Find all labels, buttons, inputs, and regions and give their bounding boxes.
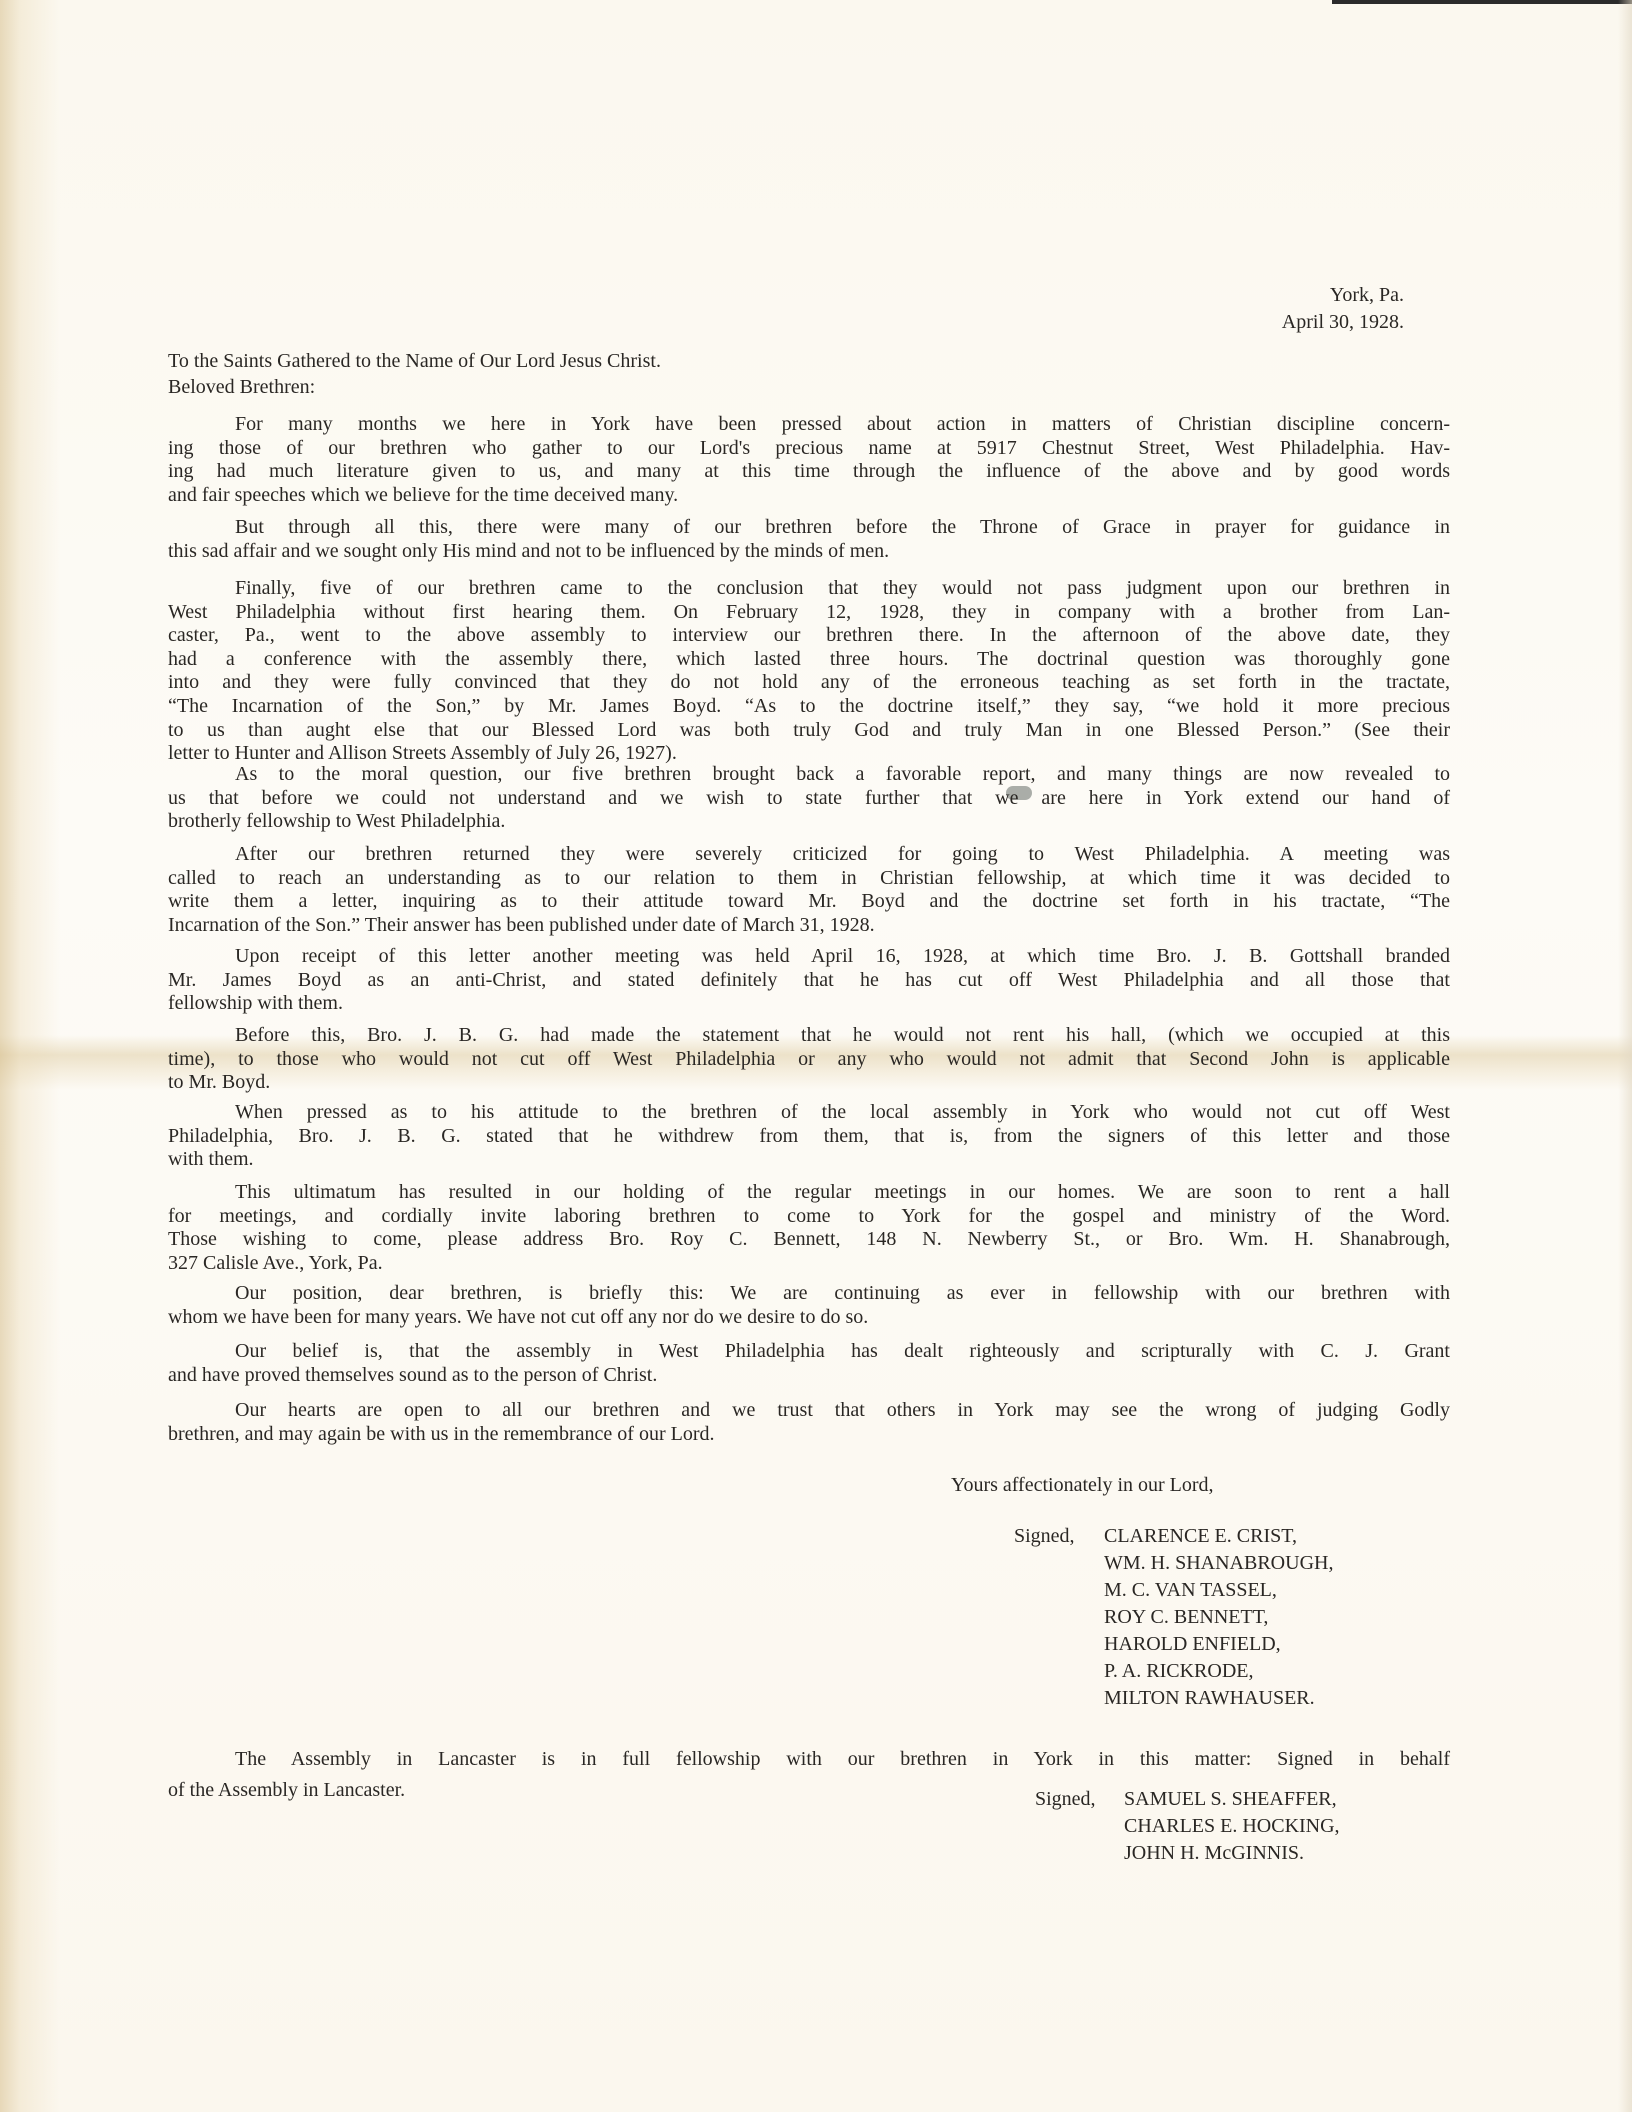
text-line: Philadelphia, Bro. J. B. G. stated that he withdrew from them, that is, from the signers of this letter and those xyxy=(168,1124,1450,1147)
text-line: Our belief is, that the assembly in West Philadelphia has dealt righteously and scripturally with C. J. Grant xyxy=(235,1340,1450,1362)
text-line: with them. xyxy=(168,1148,254,1171)
text-line: this sad affair and we sought only His mind and not to be influenced by the minds of men. xyxy=(168,539,890,562)
body-paragraph xyxy=(168,1340,1450,1387)
salutation-address: To the Saints Gathered to the Name of Our Lord Jesus Christ. xyxy=(168,350,661,372)
text-line: The Assembly in Lancaster is in full fellowship with our brethren in York in this matter: Signed in behalf xyxy=(235,1748,1450,1770)
york-signature-block xyxy=(1014,1523,1333,1712)
text-line: write them a letter, inquiring as to their attitude toward Mr. Boyd and the doctrine set forth in his tractate, “The xyxy=(168,890,1450,913)
text-line: Upon receipt of this letter another meeting was held April 16, 1928, at which time Bro. J. B. Gottshall branded xyxy=(235,945,1450,967)
text-line: When pressed as to his attitude to the brethren of the local assembly in York who would not cut off West xyxy=(235,1101,1450,1123)
salutation-greeting: Beloved Brethren: xyxy=(168,376,316,398)
text-line: ing had much literature given to us, and many at this time through the influence of the above and by good words xyxy=(168,460,1450,483)
text-line: “The Incarnation of the Son,” by Mr. James Boyd. “As to the doctrine itself,” they say, “we hold it more precious xyxy=(168,694,1450,717)
signatory-name: P. A. RICKRODE, xyxy=(1104,1660,1254,1682)
text-line: for meetings, and cordially invite laboring brethren to come to York for the gospel and ministry of the Word. xyxy=(168,1204,1450,1227)
text-line: Incarnation of the Son.” Their answer has been published under date of March 31, 1928. xyxy=(168,913,875,936)
body-paragraph xyxy=(168,1024,1450,1095)
text-line: Those wishing to come, please address Bro. Roy C. Bennett, 148 N. Newberry St., or Bro. Wm. H. Shanabrough, xyxy=(168,1228,1450,1251)
signatory-name: MILTON RAWHAUSER. xyxy=(1104,1687,1315,1709)
text-line: brotherly fellowship to West Philadelphia. xyxy=(168,810,506,833)
text-line: Mr. James Boyd as an anti-Christ, and stated definitely that he has cut off West Philadelphia and all those that xyxy=(168,968,1450,991)
signatory-name: CLARENCE E. CRIST, xyxy=(1104,1525,1297,1547)
text-line: to Mr. Boyd. xyxy=(168,1071,271,1094)
text-line: letter to Hunter and Allison Streets Assembly of July 26, 1927). xyxy=(168,742,677,765)
text-line: us that before we could not understand and we wish to state further that we are here in York extend our hand of xyxy=(168,786,1450,809)
signatory-name: JOHN H. McGINNIS. xyxy=(1124,1842,1304,1864)
paper-edge xyxy=(1618,0,1632,2112)
text-line: brethren, and may again be with us in the remembrance of our Lord. xyxy=(168,1422,715,1445)
text-line: of the Assembly in Lancaster. xyxy=(168,1779,406,1801)
text-line: fellowship with them. xyxy=(168,992,343,1015)
text-line: But through all this, there were many of our brethren before the Throne of Grace in prayer for guidance in xyxy=(235,516,1450,538)
signatory-name: HAROLD ENFIELD, xyxy=(1104,1633,1281,1655)
text-line: After our brethren returned they were severely criticized for going to West Philadelphia. A meeting was xyxy=(235,843,1450,865)
text-line: had a conference with the assembly there, which lasted three hours. The doctrinal question was thoroughly gone xyxy=(168,647,1450,670)
signatory-name: ROY C. BENNETT, xyxy=(1104,1606,1269,1628)
text-line: and fair speeches which we believe for the time deceived many. xyxy=(168,483,679,506)
text-line: into and they were fully convinced that they do not hold any of the erroneous teaching as set forth in the tractate, xyxy=(168,671,1450,694)
signed-label: Signed, xyxy=(1035,1788,1096,1810)
text-line: called to reach an understanding as to our relation to them in Christian fellowship, at which time it was decided to xyxy=(168,866,1450,889)
body-paragraph xyxy=(168,1181,1450,1275)
signatory-name: SAMUEL S. SHEAFFER, xyxy=(1124,1788,1337,1810)
text-line: ing those of our brethren who gather to our Lord's precious name at 5917 Chestnut Street, West Philadelphia. Hav- xyxy=(168,436,1450,459)
signed-label: Signed, xyxy=(1014,1525,1075,1547)
scan-edge-shadow xyxy=(1332,0,1632,4)
letter-place: York, Pa. xyxy=(1329,284,1404,306)
text-line: Our hearts are open to all our brethren and we trust that others in York may see the wrong of judging Godly xyxy=(235,1399,1450,1421)
closing: Yours affectionately in our Lord, xyxy=(951,1474,1214,1496)
text-line: and have proved themselves sound as to the person of Christ. xyxy=(168,1363,658,1386)
lancaster-signature-block xyxy=(1035,1786,1340,1867)
text-line: Our position, dear brethren, is briefly this: We are continuing as ever in fellowship with our brethren with xyxy=(235,1282,1450,1304)
text-line: to us than aught else that our Blessed Lord was both truly God and truly Man in one Blessed Person.” (See their xyxy=(168,718,1450,741)
body-paragraph xyxy=(168,413,1450,507)
body-paragraph xyxy=(168,843,1450,937)
body-paragraph xyxy=(168,577,1450,766)
body-paragraph xyxy=(168,763,1450,834)
text-line: caster, Pa., went to the above assembly to interview our brethren there. In the afternoon of the above date, they xyxy=(168,624,1450,647)
body-paragraph xyxy=(168,1399,1450,1446)
text-line: time), to those who would not cut off West Philadelphia or any who would not admit that Second John is applicable xyxy=(168,1047,1450,1070)
signatory-name: WM. H. SHANABROUGH, xyxy=(1104,1552,1334,1574)
text-line: This ultimatum has resulted in our holding of the regular meetings in our homes. We are soon to rent a hall xyxy=(235,1181,1450,1203)
body-paragraph xyxy=(168,516,1450,563)
body-paragraph xyxy=(168,1101,1450,1172)
text-line: Before this, Bro. J. B. G. had made the statement that he would not rent his hall, (which we occupied at this xyxy=(235,1024,1450,1046)
text-line: 327 Calisle Ave., York, Pa. xyxy=(168,1251,383,1274)
text-line: whom we have been for many years. We have not cut off any nor do we desire to do so. xyxy=(168,1305,869,1328)
text-line: As to the moral question, our five brethren brought back a favorable report, and many things are now revealed to xyxy=(235,763,1450,785)
signatory-name: CHARLES E. HOCKING, xyxy=(1124,1815,1340,1837)
text-line: West Philadelphia without first hearing them. On February 12, 1928, they in company with a brother from Lan- xyxy=(168,600,1450,623)
body-paragraph xyxy=(168,945,1450,1016)
signatory-name: M. C. VAN TASSEL, xyxy=(1104,1579,1277,1601)
body-paragraph xyxy=(168,1282,1450,1329)
letter-date: April 30, 1928. xyxy=(1281,311,1404,333)
text-line: Finally, five of our brethren came to the conclusion that they would not pass judgment upon our brethren in xyxy=(235,577,1450,599)
text-line: For many months we here in York have been pressed about action in matters of Christian discipline concern- xyxy=(235,413,1450,435)
